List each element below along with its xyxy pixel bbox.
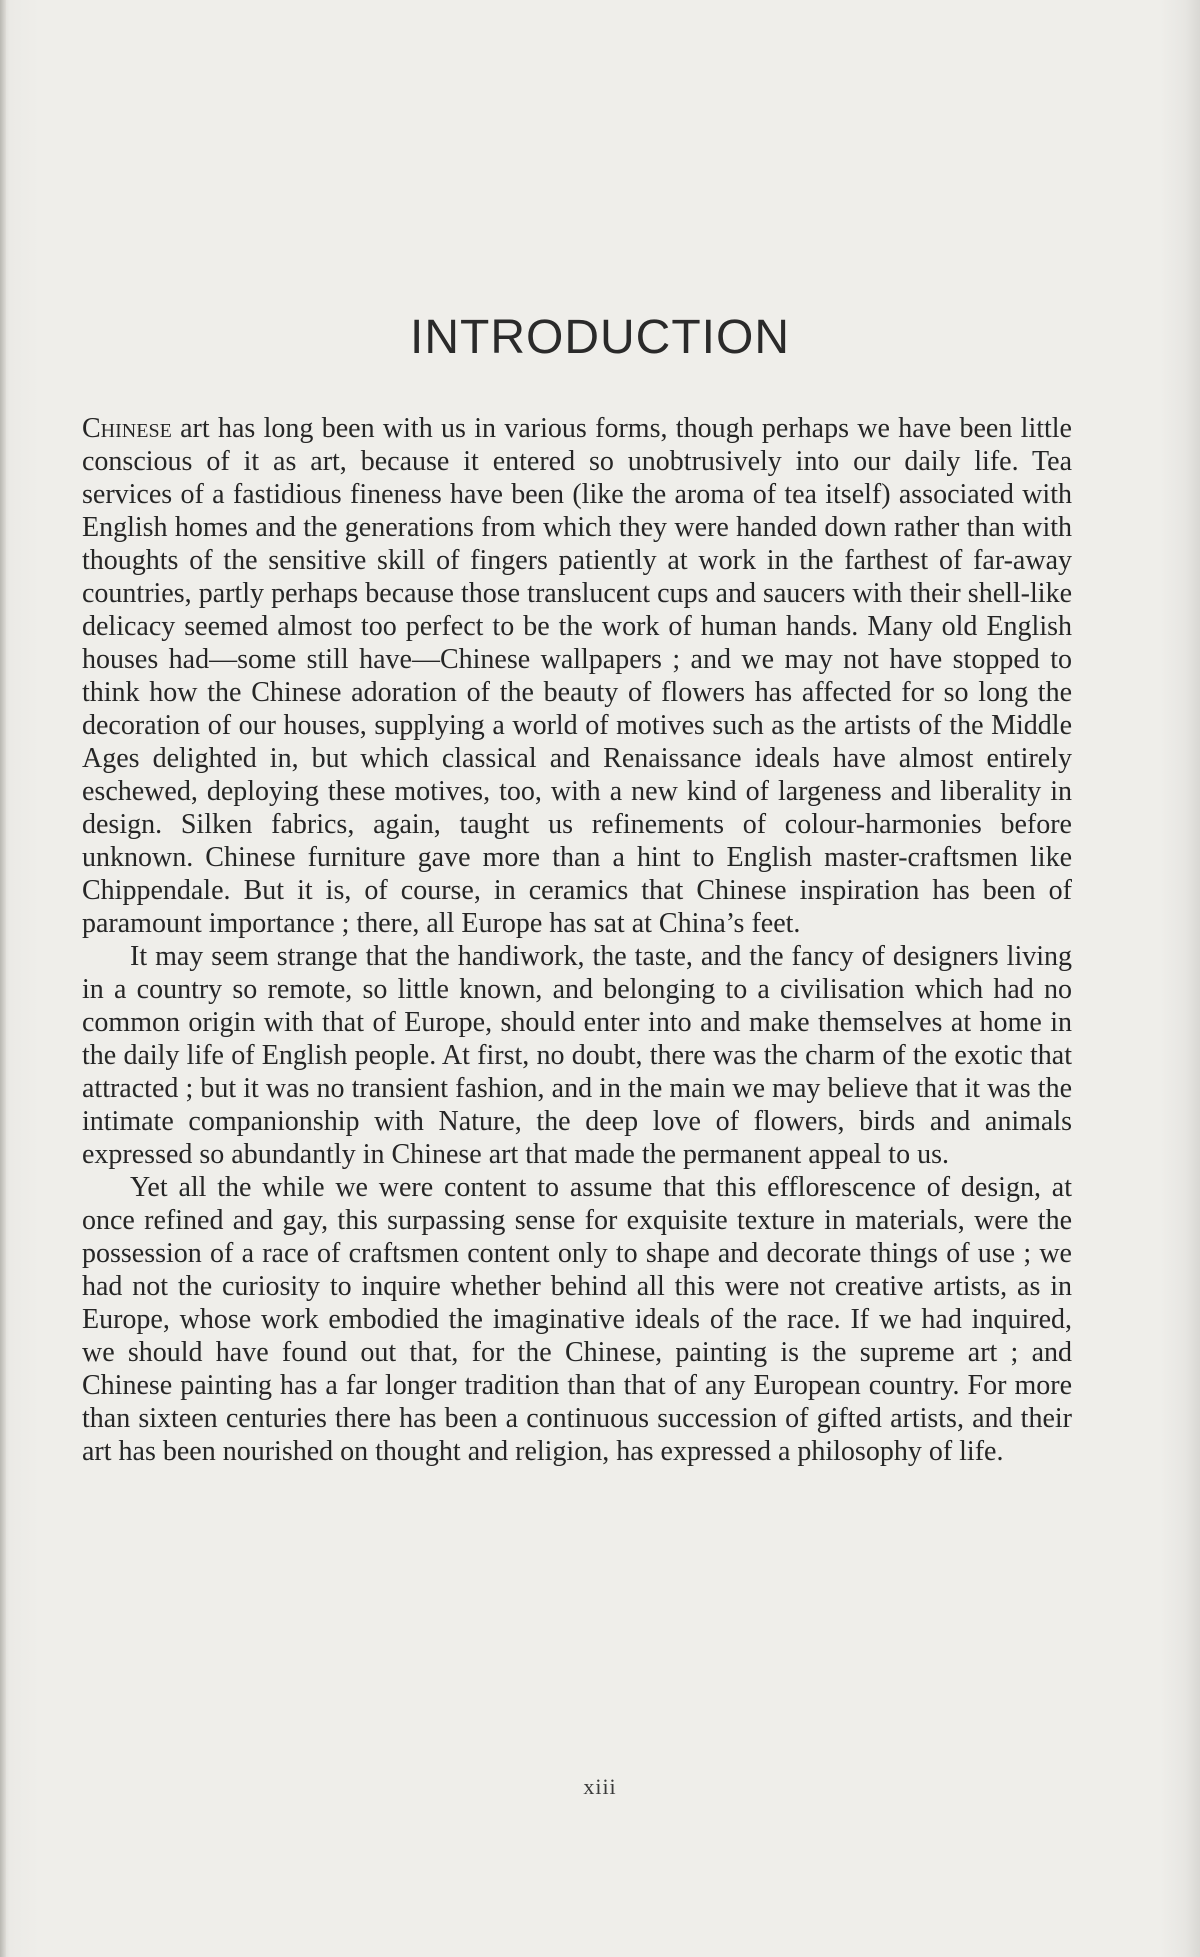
paragraph-1-text: art has long been with us in various forms, though perhaps we have been little conscious of it as art, because it entered so unobtrusively into our daily life. Tea services of a fastidious fineness have been (like the aroma of tea itself) associated with English homes and the generations from which they were handed down rather than with thoughts of the sensitive skill of fingers patiently at work in the farthest of far-away countries, partly perhaps because those translucent cups and saucers with their shell-like delicacy seemed almost too perfect to be the work of human hands. Many old English houses had—some still have—Chinese wallpapers ; and we may not have stopped to think how the Chinese adoration of the beauty of flowers has affected for so long the decoration of our houses, supplying a world of motives such as the artists of the Middle Ages delighted in, but which classical and Renaissance ideals have almost entirely eschewed, deploying these motives, too, with a new kind of largeness and liberality in design. Silken fabrics, again, taught us refinements of colour-harmonies before unknown. Chinese furniture gave more than a hint to English master-craftsmen like Chippendale. But it is, of course, in ceramics that Chinese inspiration has been of paramount importance ; there, all Europe has sat at China’s feet. [82, 413, 1072, 939]
page-edge-shadow [0, 0, 6, 1957]
paragraph-3: Yet all the while we were content to assume that this efflorescence of design, at once refined and gay, this surpassing sense for exquisite texture in materials, were the possession of a race of craftsmen content only to shape and decorate things of use ; we had not the curiosity to inquire whether behind all this were not creative artists, as in Europe, whose work embodied the imaginative ideals of the race. If we had inquired, we should have found out that, for the Chinese, painting is the supreme art ; and Chinese painting has a far longer tradition than that of any European country. For more than sixteen centuries there has been a continuous succession of gifted artists, and their art has been nourished on thought and religion, has expressed a philosophy of life. [82, 1172, 1072, 1467]
paragraph-lead-word: Chinese [82, 413, 172, 444]
page-title: INTRODUCTION [410, 311, 790, 364]
paragraph-2: It may seem strange that the handiwork, the taste, and the fancy of designers living in a country so remote, so little known, and belonging to a civilisation which had no common origin with that of Europe, should enter into and make themselves at home in the daily life of English people. At first, no doubt, there was the charm of the exotic that attracted ; but it was no transient fashion, and in the main we may believe that it was the intimate companionship with Nature, the deep love of flowers, birds and animals expressed so abundantly in Chinese art that made the permanent appeal to us. [82, 941, 1072, 1170]
paragraph-1 [82, 412, 1072, 940]
body-text [82, 412, 1072, 1468]
page-number: xiii [583, 1774, 617, 1799]
